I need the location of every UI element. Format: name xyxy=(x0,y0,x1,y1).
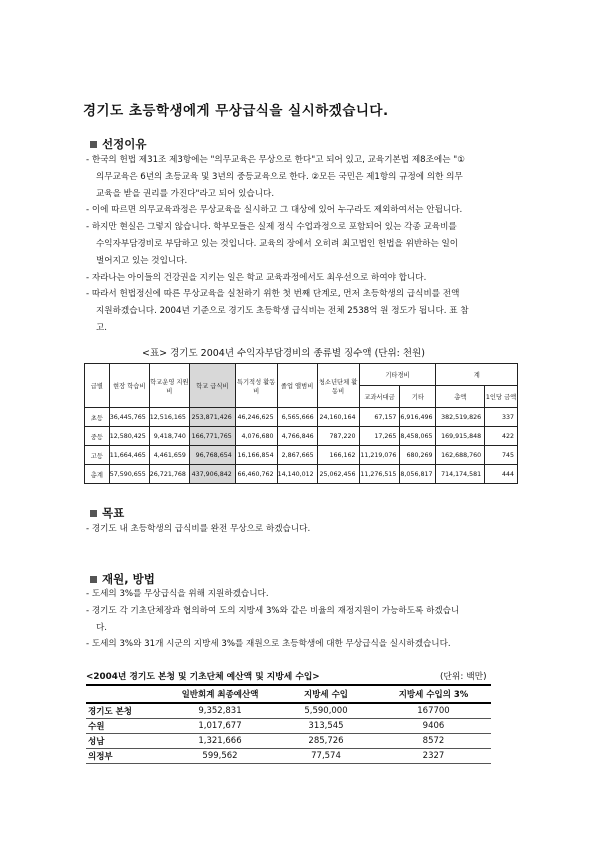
row-label: 수원 xyxy=(86,719,164,734)
budget-table xyxy=(86,684,491,764)
text-line: 의무교육은 6년의 초등교육 및 3년의 중등교육으로 한다. ②모든 국민은 제1항의 규정에 의한 의무 xyxy=(96,171,463,182)
cell: 787,220 xyxy=(317,427,359,446)
row-label: 초등 xyxy=(85,408,110,427)
cell: 67,157 xyxy=(359,408,400,427)
square-bullet-icon xyxy=(90,576,97,583)
cell: 253,871,426 xyxy=(189,408,235,427)
header-cell: 계 xyxy=(436,364,518,386)
cell: 4,766,846 xyxy=(277,427,317,446)
cell: 9,352,831 xyxy=(164,703,276,719)
text-line: 벌어지고 있는 것입니다. xyxy=(96,255,188,266)
cell: 25,062,456 xyxy=(317,465,359,484)
header-cell: 청소년단체 활동비 xyxy=(317,364,359,408)
cell: 1,017,677 xyxy=(164,719,276,734)
table2-caption: <2004년 경기도 본청 및 기초단체 예산액 및 지방세 수입> xyxy=(86,672,320,682)
text-line: - 자라나는 아이들의 건강권을 지키는 일은 학교 교육과정에서도 최우선으로 하여야 합니다. xyxy=(86,272,427,283)
cell: 6,916,496 xyxy=(400,408,436,427)
cell: 11,664,465 xyxy=(109,446,149,465)
cell: 8572 xyxy=(376,734,491,749)
cell: 162,688,760 xyxy=(436,446,485,465)
header-cell: 특기적성 활동비 xyxy=(235,364,277,408)
cell: 17,265 xyxy=(359,427,400,446)
text-line: - 도세의 3%를 무상급식을 위해 지원하겠습니다. xyxy=(86,589,269,599)
cell: 5,590,000 xyxy=(276,703,376,719)
cell: 422 xyxy=(485,427,518,446)
cell: 8,458,065 xyxy=(400,427,436,446)
text-line: - 경기도 각 기초단체장과 협의하여 도의 지방세 3%와 같은 비율의 재정지원이 가능하도록 하겠습니 xyxy=(86,605,460,616)
cell: 437,906,842 xyxy=(189,465,235,484)
header-cell: 기타 xyxy=(400,386,436,408)
cell: 166,771,765 xyxy=(189,427,235,446)
cell: 599,562 xyxy=(164,749,276,764)
cell: 11,219,076 xyxy=(359,446,400,465)
cell: 4,076,680 xyxy=(235,427,277,446)
table-row xyxy=(85,408,518,427)
cell: 26,721,768 xyxy=(149,465,189,484)
cell: 16,166,854 xyxy=(235,446,277,465)
cell: 167700 xyxy=(376,703,491,719)
header-cell: 학교 급식비 xyxy=(189,364,235,408)
text-line: 다. xyxy=(96,622,108,633)
table-row xyxy=(86,703,491,719)
cell: 4,461,659 xyxy=(149,446,189,465)
cell: 680,269 xyxy=(400,446,436,465)
header-cell: 일반회계 최종예산액 xyxy=(164,685,276,703)
cell: 57,590,655 xyxy=(109,465,149,484)
cell: 313,545 xyxy=(276,719,376,734)
header-cell: 지방세 수입 xyxy=(276,685,376,703)
header-cell: 기타경비 xyxy=(359,364,436,386)
table-row xyxy=(86,734,491,749)
text-line: - 하지만 현실은 그렇지 않습니다. 학부모들은 실제 정식 수업과정으로 포함되어 있는 각종 교육비를 xyxy=(86,222,457,233)
page-title: 경기도 초등학생에게 무상급식을 실시하겠습니다. xyxy=(83,103,389,119)
cell: 1,321,666 xyxy=(164,734,276,749)
header-cell: 총액 xyxy=(436,386,485,408)
cell: 285,726 xyxy=(276,734,376,749)
header-cell: 급별 xyxy=(85,364,110,408)
square-bullet-icon xyxy=(90,141,97,148)
table-row xyxy=(85,446,518,465)
cell: 714,174,581 xyxy=(436,465,485,484)
cell: 9406 xyxy=(376,719,491,734)
cell: 166,162 xyxy=(317,446,359,465)
row-label: 의정부 xyxy=(86,749,164,764)
table2-unit: (단위: 백만) xyxy=(440,672,487,682)
cell: 11,276,515 xyxy=(359,465,400,484)
header-cell: 1인당 금액 xyxy=(485,386,518,408)
table-row xyxy=(85,465,518,484)
cell: 46,246,625 xyxy=(235,408,277,427)
section-heading-goal: 목표 xyxy=(90,505,124,521)
cell: 36,445,765 xyxy=(109,408,149,427)
section-heading-funding: 재원, 방법 xyxy=(90,571,155,587)
cell: 9,418,740 xyxy=(149,427,189,446)
reasons-paragraph xyxy=(86,152,469,337)
row-label: 총계 xyxy=(85,465,110,484)
table-row xyxy=(86,749,491,764)
cell: 14,140,012 xyxy=(277,465,317,484)
cell: 66,460,762 xyxy=(235,465,277,484)
text-line: - 이에 따르면 의무교육과정은 무상교육을 실시하고 그 대상에 있어 누구라도 제외하여서는 안됩니다. xyxy=(86,205,463,216)
text-line: 지원하겠습니다. 2004년 기준으로 경기도 초등학생 급식비는 전체 2538억 원 정도가 됩니다. 표 참 xyxy=(96,306,469,317)
square-bullet-icon xyxy=(90,510,97,517)
text-line: - 도세의 3%와 31개 시군의 지방세 3%를 재원으로 초등학생에 대한 무상급식을 실시하겠습니다. xyxy=(86,639,451,650)
cell: 12,580,425 xyxy=(109,427,149,446)
cell: 2327 xyxy=(376,749,491,764)
cell: 2,867,665 xyxy=(277,446,317,465)
text-line: - 따라서 헌법정신에 따른 무상교육을 실천하기 위한 첫 번째 단계로, 먼저 초등학생의 급식비를 전액 xyxy=(86,289,460,300)
cell: 96,768,654 xyxy=(189,446,235,465)
table-row xyxy=(86,719,491,734)
expense-table xyxy=(84,363,518,484)
cell: 6,565,666 xyxy=(277,408,317,427)
cell: 77,574 xyxy=(276,749,376,764)
row-label: 중등 xyxy=(85,427,110,446)
cell: 169,915,848 xyxy=(436,427,485,446)
header-cell xyxy=(86,685,164,703)
header-cell: 교과서대금 xyxy=(359,386,400,408)
cell: 382,519,826 xyxy=(436,408,485,427)
text-line: 교육을 받을 권리를 가진다"라고 되어 있습니다. xyxy=(96,188,275,199)
row-label: 경기도 본청 xyxy=(86,703,164,719)
header-cell: 졸업 앨범비 xyxy=(277,364,317,408)
section-heading-reasons: 선정이유 xyxy=(90,136,146,152)
cell: 444 xyxy=(485,465,518,484)
cell: 745 xyxy=(485,446,518,465)
row-label: 성남 xyxy=(86,734,164,749)
cell: 24,160,164 xyxy=(317,408,359,427)
header-cell: 지방세 수입의 3% xyxy=(376,685,491,703)
row-label: 고등 xyxy=(85,446,110,465)
cell: 12,516,165 xyxy=(149,408,189,427)
cell: 8,056,817 xyxy=(400,465,436,484)
text-line: 수익자부담경비로 부담하고 있는 것입니다. 교육의 장에서 오히려 최고법인 헌법을 위반하는 일이 xyxy=(96,238,459,249)
text-line: - 경기도 내 초등학생의 급식비를 완전 무상으로 하겠습니다. xyxy=(86,524,311,534)
cell: 337 xyxy=(485,408,518,427)
header-cell: 현장 학습비 xyxy=(109,364,149,408)
table-row xyxy=(85,427,518,446)
table1-caption: <표> 경기도 2004년 수익자부담경비의 종류별 징수액 (단위: 천원) xyxy=(142,348,425,359)
funding-paragraph xyxy=(86,586,459,653)
text-line: - 한국의 헌법 제31조 제3항에는 "의무교육은 무상으로 한다"고 되어 있고, 교육기본법 제8조에는 "① xyxy=(86,155,465,165)
header-cell: 학교운영 지원비 xyxy=(149,364,189,408)
text-line: 고. xyxy=(96,322,108,333)
